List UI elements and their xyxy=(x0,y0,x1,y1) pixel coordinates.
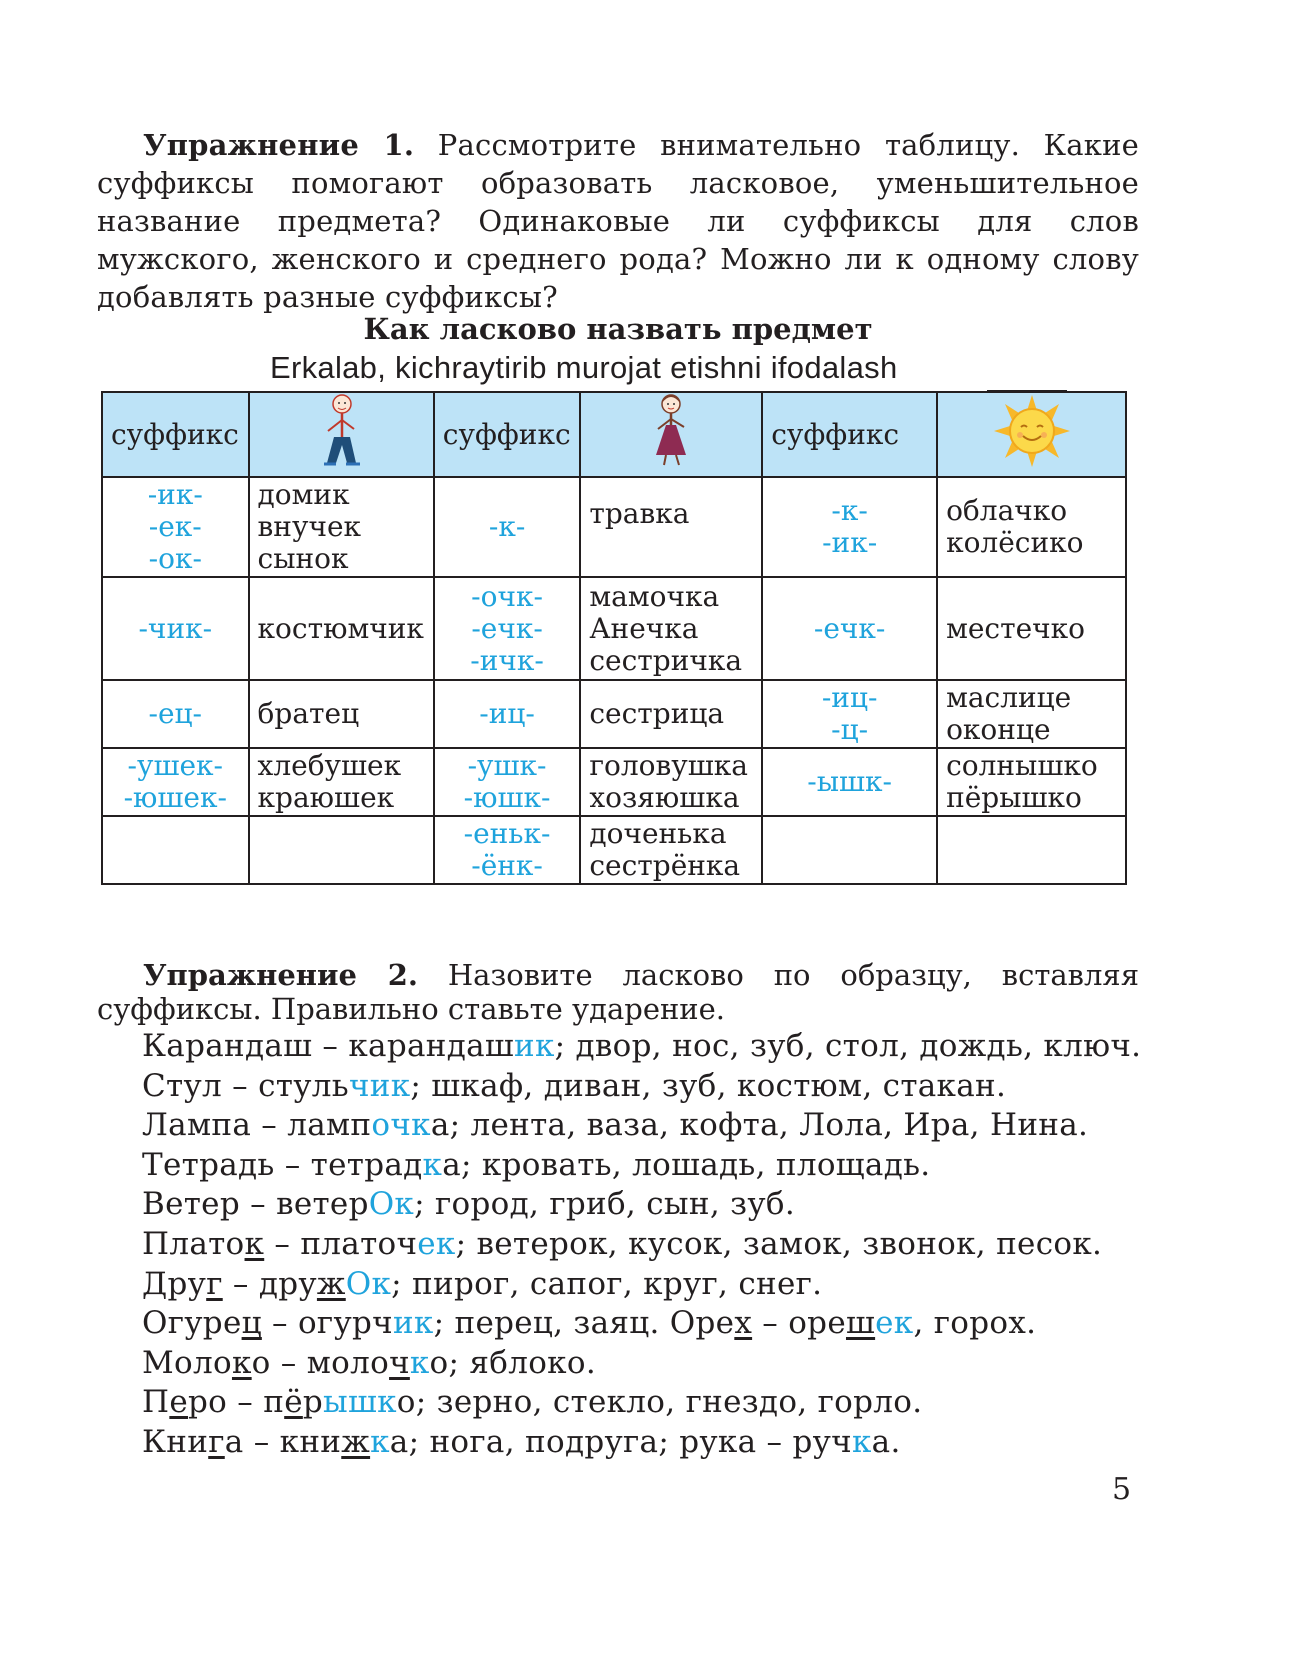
line-text: Огуре xyxy=(142,1305,242,1342)
header-icon-neuter xyxy=(937,392,1126,477)
feminine-suffix-cell xyxy=(434,816,581,884)
underlined-letter: г xyxy=(206,1265,223,1302)
suffix-text: -иц- xyxy=(479,697,535,730)
suffix-highlight: ик xyxy=(392,1305,434,1342)
feminine-word-cell xyxy=(580,680,762,748)
masculine-suffix-cell xyxy=(102,577,249,680)
line-text: о; зерно, стекло, гнездо, горло. xyxy=(396,1384,923,1421)
header-icon-masculine xyxy=(249,392,434,477)
underlined-letter: е xyxy=(169,1384,188,1421)
exercise-line xyxy=(142,1027,1142,1067)
line-text: Моло xyxy=(142,1344,232,1381)
underlined-letter: ж xyxy=(316,1265,346,1302)
table-subtitle: Erkalab, kichraytirib murojat etishni ifodalash xyxy=(270,350,898,385)
table-body xyxy=(102,477,1126,884)
feminine-suffix-cell xyxy=(434,748,581,816)
masculine-suffix-cell xyxy=(102,477,249,577)
suffix-text: -ушк- xyxy=(467,749,547,782)
word-text: мамочка xyxy=(589,579,720,613)
word-text: доченька xyxy=(589,817,727,850)
feminine-word-cell xyxy=(580,577,762,680)
line-text: Плато xyxy=(142,1225,245,1262)
word-text: травка xyxy=(589,497,690,530)
neuter-suffix-cell xyxy=(762,748,937,816)
masculine-word-cell xyxy=(249,680,434,748)
line-text: – огурч xyxy=(261,1305,393,1342)
word-text: сестрёнка xyxy=(589,849,741,882)
exercise-line xyxy=(142,1304,1142,1344)
table-row xyxy=(102,680,1126,748)
line-text: ; город, гриб, сын, зуб. xyxy=(414,1186,796,1223)
word-text: местечко xyxy=(946,611,1086,645)
underlined-letter: г xyxy=(208,1423,225,1460)
suffix-highlight: к xyxy=(370,1423,390,1460)
exercise-line xyxy=(142,1265,1142,1305)
line-text: ; пирог, сапог, круг, снег. xyxy=(391,1265,823,1302)
suffix-highlight: к xyxy=(422,1146,443,1183)
table-title: Как ласково назвать предмет xyxy=(363,312,873,346)
word-text: Анечка xyxy=(589,611,699,645)
exercise-line xyxy=(142,1383,1142,1423)
line-text: – платоч xyxy=(264,1225,418,1262)
word-text: маслице xyxy=(946,681,1072,714)
line-text: ; шкаф, диван, зуб, костюм, стакан. xyxy=(410,1067,1007,1104)
suffix-text: -ек- xyxy=(148,510,202,543)
line-text: Карандаш – карандаш xyxy=(142,1028,514,1064)
suffix-text: -очк- xyxy=(471,579,543,613)
underlined-letter: ц xyxy=(241,1305,262,1342)
suffix-highlight: ышк xyxy=(323,1384,397,1421)
masculine-word-cell xyxy=(249,816,434,884)
exercise-2-text: Назовите ласково по образцу, вставляя суффиксы. Правильно ставьте ударение. xyxy=(97,958,1139,1026)
line-text: ро – п xyxy=(188,1384,285,1421)
line-text: ; ветерок, кусок, замок, звонок, песок. xyxy=(455,1225,1103,1262)
word-text: внучек xyxy=(257,510,362,543)
word-text: пёрышко xyxy=(946,781,1082,814)
suffix-highlight: ек xyxy=(875,1305,914,1342)
table-row xyxy=(102,577,1126,680)
exercise-line xyxy=(142,1225,1142,1265)
suffix-text: -ц- xyxy=(831,713,869,746)
feminine-suffix-cell xyxy=(434,477,581,577)
feminine-word-cell xyxy=(580,748,762,816)
underlined-letter: х xyxy=(734,1305,753,1342)
suffix-text: -к- xyxy=(831,494,868,527)
suffix-highlight: ек xyxy=(417,1225,456,1262)
word-text: краюшек xyxy=(257,781,395,814)
word-text: домик xyxy=(257,478,350,511)
sun-icon xyxy=(992,393,1072,469)
feminine-suffix-cell xyxy=(434,577,581,680)
suffix-table xyxy=(101,391,1127,885)
exercise-1-title: Упражнение 1. xyxy=(143,128,415,162)
feminine-word-cell xyxy=(580,816,762,884)
table-header-row xyxy=(102,392,1126,477)
line-text: Кни xyxy=(142,1423,209,1460)
neuter-suffix-cell xyxy=(762,816,937,884)
masculine-suffix-cell xyxy=(102,816,249,884)
line-text: Стул – стуль xyxy=(142,1067,349,1104)
suffix-text: -ичк- xyxy=(470,643,544,677)
suffix-text: -ышк- xyxy=(807,765,893,798)
exercise-1-text: Рассмотрите внимательно таблицу. Какие суффиксы помогают образовать ласковое, уменьшительное название предмета? Одинаковые ли суффиксы для слов мужского, женского и среднего рода? Можно ли к одному слову добавлять разные суффиксы? xyxy=(97,128,1139,314)
line-text: а; кровать, лошадь, площадь. xyxy=(442,1146,931,1183)
line-text: о – моло xyxy=(251,1344,390,1381)
line-text: а. xyxy=(871,1423,901,1460)
line-text: р xyxy=(302,1384,323,1421)
line-text: П xyxy=(142,1384,170,1421)
neuter-word-cell xyxy=(937,577,1126,680)
suffix-text: -юшек- xyxy=(123,781,227,814)
exercise-line xyxy=(142,1423,1142,1463)
girl-icon xyxy=(646,393,696,469)
line-text: Лампа – ламп xyxy=(142,1107,372,1144)
suffix-text: -чик- xyxy=(138,611,213,645)
exercise-line xyxy=(142,1146,1142,1186)
exercise-2-lines xyxy=(142,1027,1142,1463)
header-suffix-feminine: суффикс xyxy=(434,392,581,477)
suffix-text: -ечк- xyxy=(471,611,543,645)
underlined-letter: ч xyxy=(389,1344,410,1381)
line-text: а – кни xyxy=(224,1423,342,1460)
suffix-text: -ёнк- xyxy=(471,849,543,882)
masculine-suffix-cell xyxy=(102,680,249,748)
underlined-letter: ё xyxy=(284,1384,303,1421)
masculine-suffix-cell xyxy=(102,748,249,816)
suffix-highlight: ик xyxy=(514,1028,555,1064)
suffix-text: -ечк- xyxy=(813,611,886,645)
neuter-suffix-cell xyxy=(762,577,937,680)
suffix-text: -иц- xyxy=(821,681,878,714)
boy-icon xyxy=(316,393,366,469)
exercise-line xyxy=(142,1185,1142,1225)
suffix-highlight: очк xyxy=(371,1107,431,1144)
word-text: сынок xyxy=(257,542,349,575)
word-text: облачко xyxy=(946,494,1068,527)
suffix-highlight: Ок xyxy=(345,1265,392,1302)
header-icon-feminine xyxy=(580,392,762,477)
exercise-2-title: Упражнение 2. xyxy=(143,958,419,992)
word-text: хлебушек xyxy=(257,749,402,782)
underlined-letter: к xyxy=(244,1225,265,1262)
suffix-text: -ик- xyxy=(147,478,203,511)
line-text: Ветер – ветер xyxy=(142,1186,369,1223)
suffix-text: -еньк- xyxy=(463,817,551,850)
suffix-text: -юшк- xyxy=(463,781,551,814)
word-text: сестричка xyxy=(589,643,743,677)
underlined-letter: ж xyxy=(341,1423,371,1460)
line-text: Дру xyxy=(142,1265,207,1302)
word-text: колёсико xyxy=(946,526,1084,559)
neuter-word-cell xyxy=(937,477,1126,577)
line-text: ; двор, нос, зуб, стол, дождь, ключ. xyxy=(554,1028,1142,1064)
neuter-word-cell xyxy=(937,748,1126,816)
table-row xyxy=(102,477,1126,577)
suffix-text: -ец- xyxy=(148,697,203,730)
word-text: братец xyxy=(257,697,360,730)
neuter-word-cell xyxy=(937,816,1126,884)
word-text: костюмчик xyxy=(257,611,424,645)
underlined-letter: к xyxy=(231,1344,252,1381)
word-text: сестрица xyxy=(589,697,725,730)
exercise-1 xyxy=(97,126,1139,316)
suffix-highlight: Ок xyxy=(368,1186,415,1223)
neuter-suffix-cell xyxy=(762,680,937,748)
word-text: солнышко xyxy=(946,749,1098,782)
line-text: – дру xyxy=(222,1265,317,1302)
line-text: Тетрадь – тетрад xyxy=(142,1146,423,1183)
exercise-line xyxy=(142,1067,1142,1107)
masculine-word-cell xyxy=(249,477,434,577)
exercise-line xyxy=(142,1106,1142,1146)
word-text: хозяюшка xyxy=(589,781,740,814)
suffix-text: -ок- xyxy=(148,542,202,575)
feminine-suffix-cell xyxy=(434,680,581,748)
word-text: оконце xyxy=(946,713,1051,746)
exercise-2-intro xyxy=(97,958,1139,1026)
suffix-highlight: к xyxy=(851,1423,872,1460)
masculine-word-cell xyxy=(249,577,434,680)
line-text: ; перец, заяц. Оре xyxy=(433,1305,735,1342)
suffix-highlight: чик xyxy=(348,1067,411,1104)
line-text: а; лента, ваза, кофта, Лола, Ира, Нина. xyxy=(430,1107,1089,1144)
line-text: о; яблоко. xyxy=(429,1344,596,1381)
line-text: а; нога, подруга; рука – руч xyxy=(389,1423,852,1460)
line-text: – оре xyxy=(752,1305,846,1342)
neuter-suffix-cell xyxy=(762,477,937,577)
page-number: 5 xyxy=(1112,1472,1132,1507)
feminine-word-cell xyxy=(580,477,762,577)
line-text: , горох. xyxy=(913,1305,1037,1342)
suffix-text: -ушек- xyxy=(127,749,224,782)
underlined-letter: ш xyxy=(845,1305,876,1342)
word-text: головушка xyxy=(589,749,748,782)
suffix-text: -ик- xyxy=(822,526,878,559)
header-suffix-masculine: суффикс xyxy=(102,392,249,477)
suffix-text: -к- xyxy=(488,510,526,543)
exercise-line xyxy=(142,1344,1142,1384)
masculine-word-cell xyxy=(249,748,434,816)
table-row xyxy=(102,816,1126,884)
table-row xyxy=(102,748,1126,816)
neuter-word-cell xyxy=(937,680,1126,748)
suffix-highlight: к xyxy=(409,1344,430,1381)
header-suffix-neuter: суффикс xyxy=(762,392,937,477)
